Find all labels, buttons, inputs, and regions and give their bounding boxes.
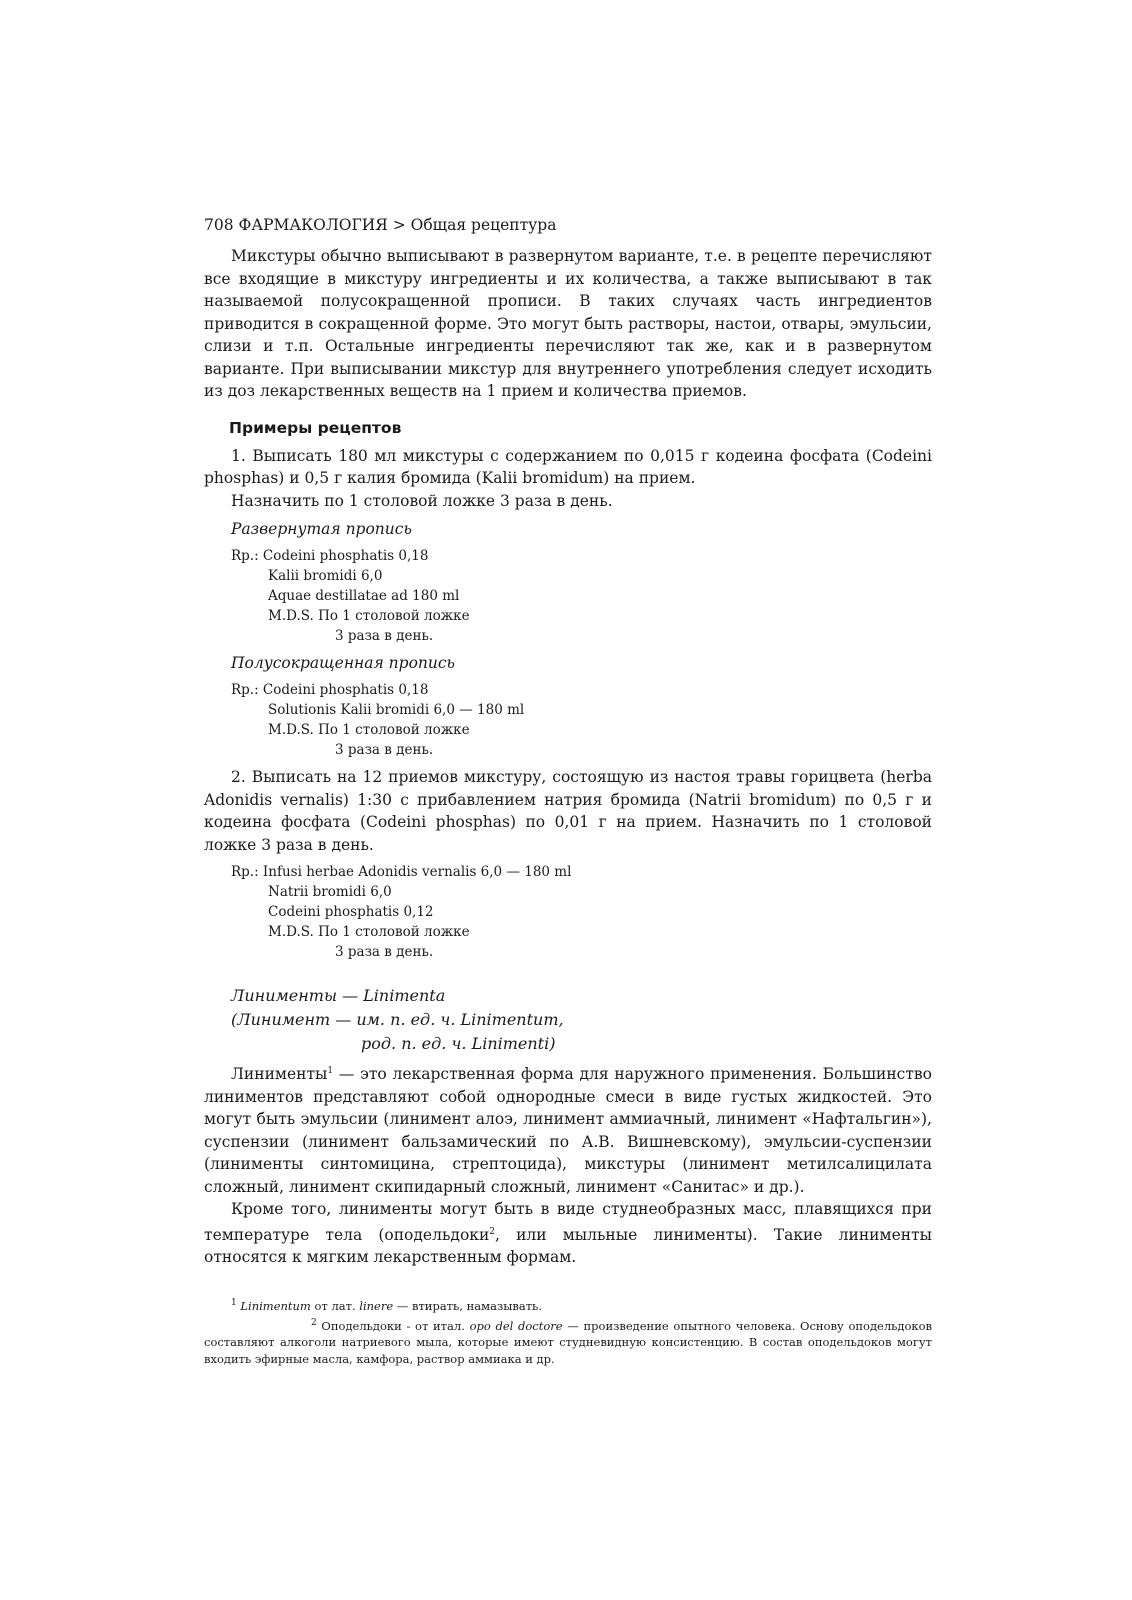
recipe-line: 3 раза в день. [335, 742, 434, 758]
short-recipe-title: Полусокращенная пропись [231, 654, 456, 672]
footnote-term: linere [359, 1298, 394, 1313]
recipe-line: M.D.S. По 1 столовой ложке [268, 608, 470, 624]
liniments-title-line: Линименты — Linimenta [231, 986, 446, 1005]
footnote-ref-2: 2 [489, 1226, 496, 1237]
footnote-mark: 1 [231, 1297, 237, 1308]
page [204, 214, 932, 1368]
example1-task: 1. Выписать 180 мл микстуры с содержанием по 0,015 г кодеина фосфата (Codeini phosphas) и 0,5 г калия бромида (Kalii bromidum) на прием. [204, 446, 932, 487]
liniments-paragraph-1 [204, 1060, 932, 1198]
liniments-paragraph-2 [204, 1198, 932, 1269]
recipe-line: 3 раза в день. [335, 944, 434, 960]
footnote-term: Linimentum [240, 1298, 311, 1313]
example2-task: 2. Выписать на 12 приемов микстуру, состоящую из настоя травы горицвета (herba Adonidis vernalis) 1:30 с прибавлением натрия бромида (Natrii bromidum) по 0,5 г и кодеина фосфата (Codeini phosphas) по 0,01 г на прием. Назначить по 1 столовой ложке 3 раза в день. [204, 768, 932, 854]
recipe-line: Natrii bromidi 6,0 [268, 884, 392, 900]
recipe-line: Aquae destillatae ad 180 ml [268, 588, 460, 604]
liniments-title-line: (Линимент — им. п. ед. ч. Linimentum, [231, 1010, 564, 1029]
text-run: Кроме того, линименты могут быть в виде студнеобразных масс, плавящихся при температуре тела (оподельдоки [204, 1200, 932, 1244]
running-head: 708 ФАРМАКОЛОГИЯ > Общая рецептура [204, 216, 557, 234]
example1-dosage: Назначить по 1 столовой ложке 3 раза в день. [231, 491, 613, 510]
text-run: Оподельдоки - от итал. [316, 1318, 470, 1333]
liniments-title-line: род. п. ед. ч. Linimenti) [361, 1034, 556, 1053]
recipe-line: Kalii bromidi 6,0 [268, 568, 383, 584]
intro-paragraph: Микстуры обычно выписывают в развернутом варианте, т.е. в рецепте перечисляют все входящие в микстуру ингредиенты и их количества, а также выписывают в так называемой полусокращенной прописи. В таких случаях часть ингредиентов приводится в сокращенной форме. Это могут быть растворы, настои, отвары, эмульсии, слизи и т.п. Остальные ингредиенты перечисляют так же, как и в развернутом варианте. При выписывании микстур для внутреннего употребления следует исходить из доз лекарственных веществ на 1 прием и количества приемов. [204, 247, 932, 400]
liniments-section-title [231, 984, 932, 1056]
recipe-line: 3 раза в день. [335, 628, 434, 644]
recipe-line: Rp.: Codeini phosphatis 0,18 [231, 548, 429, 564]
text-run: Линименты [231, 1065, 328, 1084]
text-run: — произведение опытного человека. Основу оподельдоков составляют алкоголи натриевого мыла, которые имеют студневидную консистенцию. В состав оподельдоков могут входить эфирные масла, камфора, раствор аммиака и др. [204, 1318, 932, 1367]
text-run: , или мыльные линименты). Такие линименты относятся к мягким лекарственным формам. [204, 1225, 932, 1267]
footnotes [204, 1295, 932, 1369]
recipe-line: M.D.S. По 1 столовой ложке [268, 722, 470, 738]
footnote-term: opo del doctore [469, 1318, 563, 1333]
recipe-line: Codeini phosphatis 0,12 [268, 904, 434, 920]
full-recipe-title: Развернутая пропись [231, 520, 412, 538]
text-run: — втирать, намазывать. [393, 1298, 542, 1313]
recipe-line: Rp.: Codeini phosphatis 0,18 [231, 682, 429, 698]
footnote-mark: 2 [311, 1317, 317, 1328]
text-run: от лат. [310, 1298, 360, 1313]
full-recipe [231, 546, 932, 646]
footnote-2 [204, 1315, 932, 1369]
footnote-1 [204, 1295, 932, 1315]
footnote-ref-1: 1 [327, 1066, 334, 1076]
recipe-line: Solutionis Kalii bromidi 6,0 — 180 ml [268, 702, 525, 718]
text-run: — это лекарственная форма для наружного применения. Большинство линиментов представляют собой однородные смеси в виде густых жидкостей. Это могут быть эмульсии (линимент алоэ, линимент аммиачный, линимент «Нафтальгин»), суспензии (линимент бальзамический по А.В. Вишневскому), эмульсии-суспензии (линименты синтомицина, стрептоцида), микстуры (линимент метилсалицилата сложный, линимент скипидарный сложный, линимент «Санитас» и др.). [204, 1065, 932, 1196]
examples-heading: Примеры рецептов [229, 418, 402, 437]
short-recipe [231, 680, 932, 760]
example2-recipe [231, 862, 932, 962]
recipe-line: M.D.S. По 1 столовой ложке [268, 924, 470, 940]
recipe-line: Rp.: Infusi herbae Adonidis vernalis 6,0 — 180 ml [231, 864, 572, 880]
